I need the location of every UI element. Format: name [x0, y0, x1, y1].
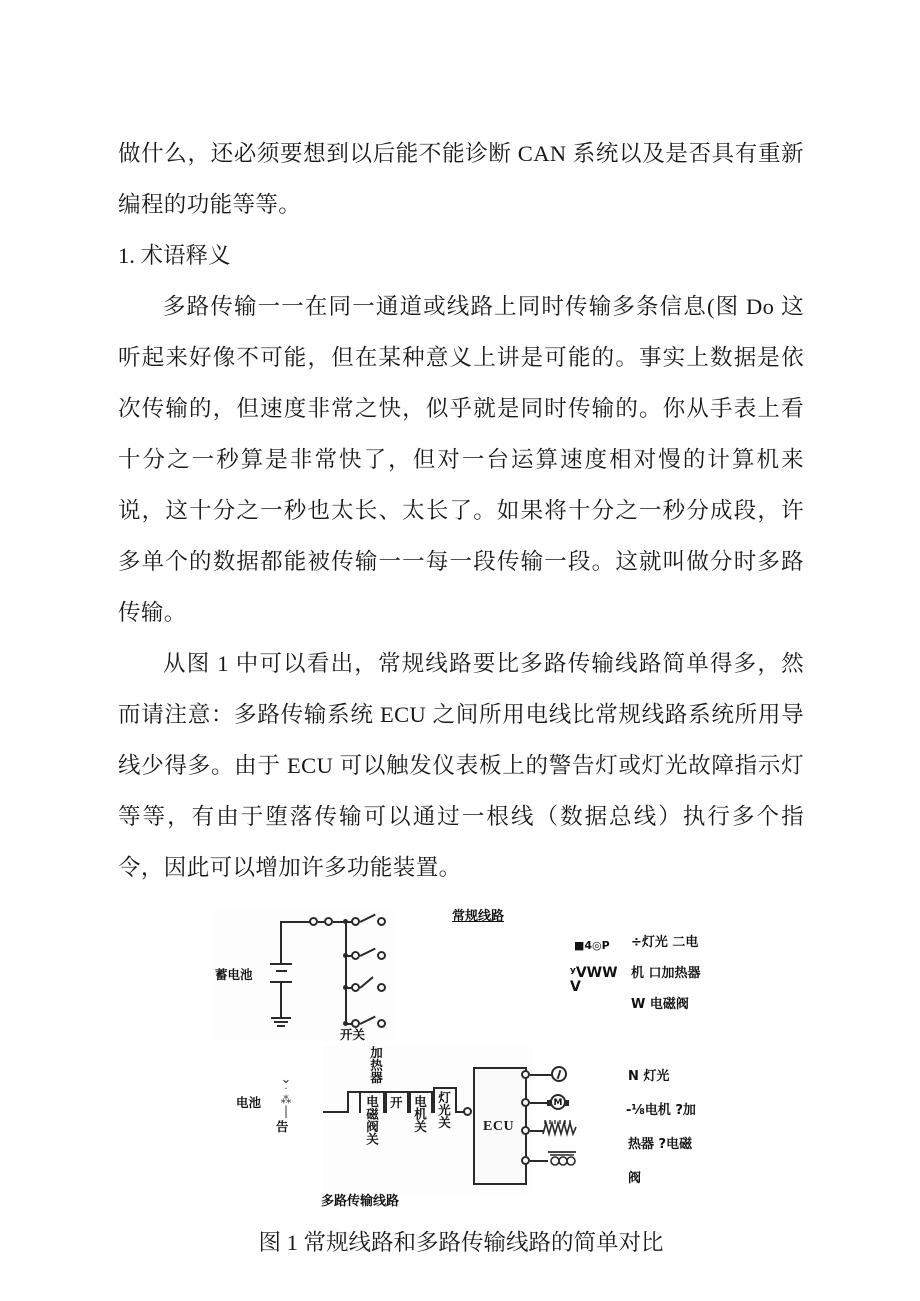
- ecu-input-terminal: [463, 1107, 472, 1116]
- switch-arm-1[interactable]: [360, 914, 376, 923]
- ground-bar-2: [274, 1021, 288, 1023]
- ecu-output-terminal-4: [521, 1156, 530, 1165]
- switch-arm-2[interactable]: [360, 948, 376, 957]
- annotation-lower-line-1: N 灯光: [628, 1069, 670, 1084]
- switch-contact-1: [351, 917, 360, 926]
- ground-bar-1: [271, 1017, 291, 1019]
- heater-coil-symbol: [542, 1117, 580, 1139]
- switch-contact-2: [351, 951, 360, 960]
- motor-brush-right: [565, 1100, 569, 1106]
- solenoid-coil-symbol: [546, 1148, 582, 1170]
- switch-label-lamp: 灯光关: [436, 1091, 452, 1129]
- wire-battery-top: [280, 921, 282, 963]
- switch-terminal-3: [377, 983, 386, 992]
- wire-output-1: [530, 1074, 552, 1076]
- battery-label-multiplex: 电池: [236, 1095, 262, 1110]
- wire-bus-top-1: [347, 1091, 359, 1093]
- annotation-lower-line-2: -⅛电机 ?加: [626, 1103, 696, 1118]
- lamp-symbol: [551, 1066, 567, 1082]
- ecu-output-terminal-2: [521, 1098, 530, 1107]
- wire-switch-bus: [345, 921, 347, 1025]
- page-content: [118, 128, 804, 1263]
- paragraph-intro: 做什么，还必须要想到以后能不能诊断 CAN 系统以及是否具有重新编程的功能等等。: [118, 141, 804, 217]
- multiplex-circuit-title: 多路传输线路: [321, 1194, 400, 1209]
- wire-battery-bottom: [280, 981, 282, 1019]
- paragraph-figure-reference: 从图 1 中可以看出，常规线路要比多路传输线路简单得多，然而请注意：多路传输系统 ECU 之间所用电线比常规线路系统所用导线少得多。由于 ECU 可以触发仪表板上的警告灯或灯光故障指示灯等等，有由于堕落传输可以通过一根线（数据总线）执行多个指令，因此可以增加许多功能装置。: [118, 651, 804, 880]
- ground-bar-3: [277, 1025, 285, 1027]
- multiplex-circuit-diagram: [323, 1045, 533, 1195]
- battery-plate-1: [270, 963, 292, 965]
- ecu-label: ECU: [483, 1119, 515, 1134]
- section-heading: 1. 术语释义: [118, 243, 231, 268]
- motor-brush-left: [547, 1100, 551, 1106]
- battery-label-conventional: 蓄电池: [215, 967, 253, 982]
- figure-1: [118, 905, 804, 1217]
- switch-arm-3[interactable]: [359, 976, 373, 988]
- annotation-glyph-3: V: [570, 979, 581, 995]
- annotation-glyph-2: ʸVWW: [570, 965, 618, 981]
- annotation-glyph-1: ■4◎P: [574, 939, 610, 952]
- annotation-lower-line-4: 阀: [628, 1171, 642, 1186]
- wire-top-left: [280, 921, 302, 923]
- ecu-output-terminal-1: [521, 1070, 530, 1079]
- switch-group-label: 开关: [340, 1027, 366, 1042]
- switch-terminal-4: [377, 1019, 386, 1028]
- ecu-output-terminal-3: [521, 1126, 530, 1135]
- switch-label-heater: 开: [390, 1095, 403, 1110]
- battery-sub-label: 告: [276, 1119, 289, 1134]
- switch-label-motor: 电机关: [412, 1095, 428, 1133]
- conventional-circuit-title: 常规线路: [452, 909, 505, 924]
- fuse-loop-right-icon: [324, 917, 333, 926]
- motor-symbol: M: [550, 1094, 566, 1110]
- heater-top-label: 加热器: [368, 1046, 384, 1084]
- figure-caption: 图 1 常规线路和多路传输线路的简单对比: [258, 1230, 664, 1255]
- mini-battery-symbol: ⌄ ‧ ⁂ |: [280, 1072, 292, 1118]
- switch-arm-4[interactable]: [360, 1016, 376, 1025]
- annotation-upper-line-2: 机 口加热器: [631, 966, 701, 981]
- fuse-loop-left-icon: [309, 917, 318, 926]
- wire-bus-in: [323, 1111, 347, 1113]
- conventional-circuit-diagram: [214, 909, 394, 1041]
- switch-label-solenoid: 电磁阀关: [364, 1095, 380, 1145]
- switch-terminal-2: [377, 951, 386, 960]
- paragraph-multiplex-definition: 多路传输一一在同一通道或线路上同时传输多条信息(图 Do 这听起来好像不可能，但在某种意义上讲是可能的。事实上数据是依次传输的，但速度非常之快，似乎就是同时传输的。你从手表上看十分之一秒算是非常快了，但对一台运算速度相对慢的计算机来说，这十分之一秒也太长、太长了。如果将十分之一秒分成段，许多单个的数据都能被传输一一每一段传输一段。这就叫做分时多路传输。: [118, 294, 804, 625]
- annotation-lower-line-3: 热器 ?电磁: [628, 1137, 693, 1152]
- annotation-upper-line-3: W 电磁阀: [631, 997, 689, 1012]
- wire-bus-rise-1: [347, 1091, 349, 1113]
- switch-terminal-1: [377, 917, 386, 926]
- annotation-upper-line-1: ÷灯光 二电: [631, 935, 699, 950]
- battery-plate-2: [276, 970, 287, 972]
